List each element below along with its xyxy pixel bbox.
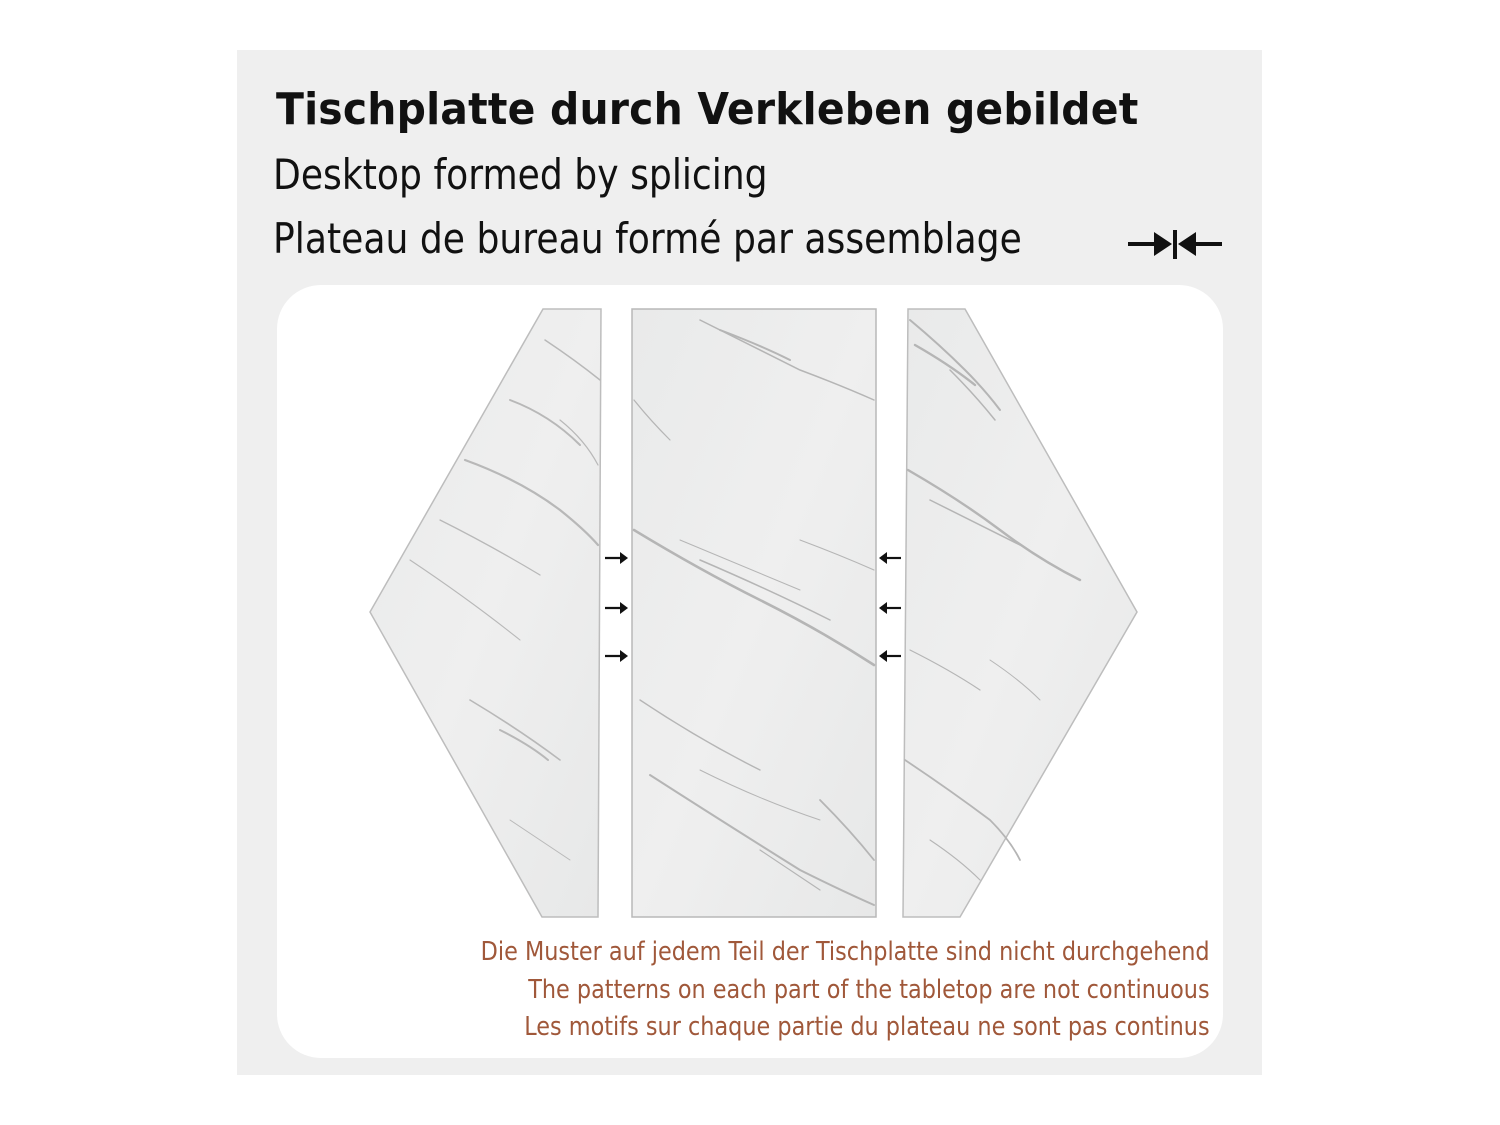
arrow-right-icon [605, 650, 628, 662]
pattern-disclaimer [362, 934, 1210, 1047]
arrow-left-icon [879, 552, 901, 564]
subtitle-french: Plateau de bureau formé par assemblage [273, 214, 1022, 263]
arrow-right-icon [605, 552, 628, 564]
note-german: Die Muster auf jedem Teil der Tischplatte sind nicht durchgehend [481, 937, 1210, 967]
subtitle-english: Desktop formed by splicing [273, 150, 768, 199]
title-german: Tischplatte durch Verkleben gebildet [276, 84, 1139, 135]
arrow-left-icon [879, 650, 901, 662]
note-english: The patterns on each part of the tabletop are not continuous [528, 974, 1210, 1005]
arrow-left-icon [879, 602, 901, 614]
left-tabletop-piece [370, 309, 601, 917]
center-tabletop-piece [632, 309, 876, 917]
right-tabletop-piece [903, 309, 1137, 917]
left-join-arrows [605, 552, 628, 662]
right-join-arrows [879, 552, 901, 662]
note-french: Les motifs sur chaque partie du plateau ne sont pas continus [524, 1012, 1210, 1042]
arrow-right-icon [605, 602, 628, 614]
